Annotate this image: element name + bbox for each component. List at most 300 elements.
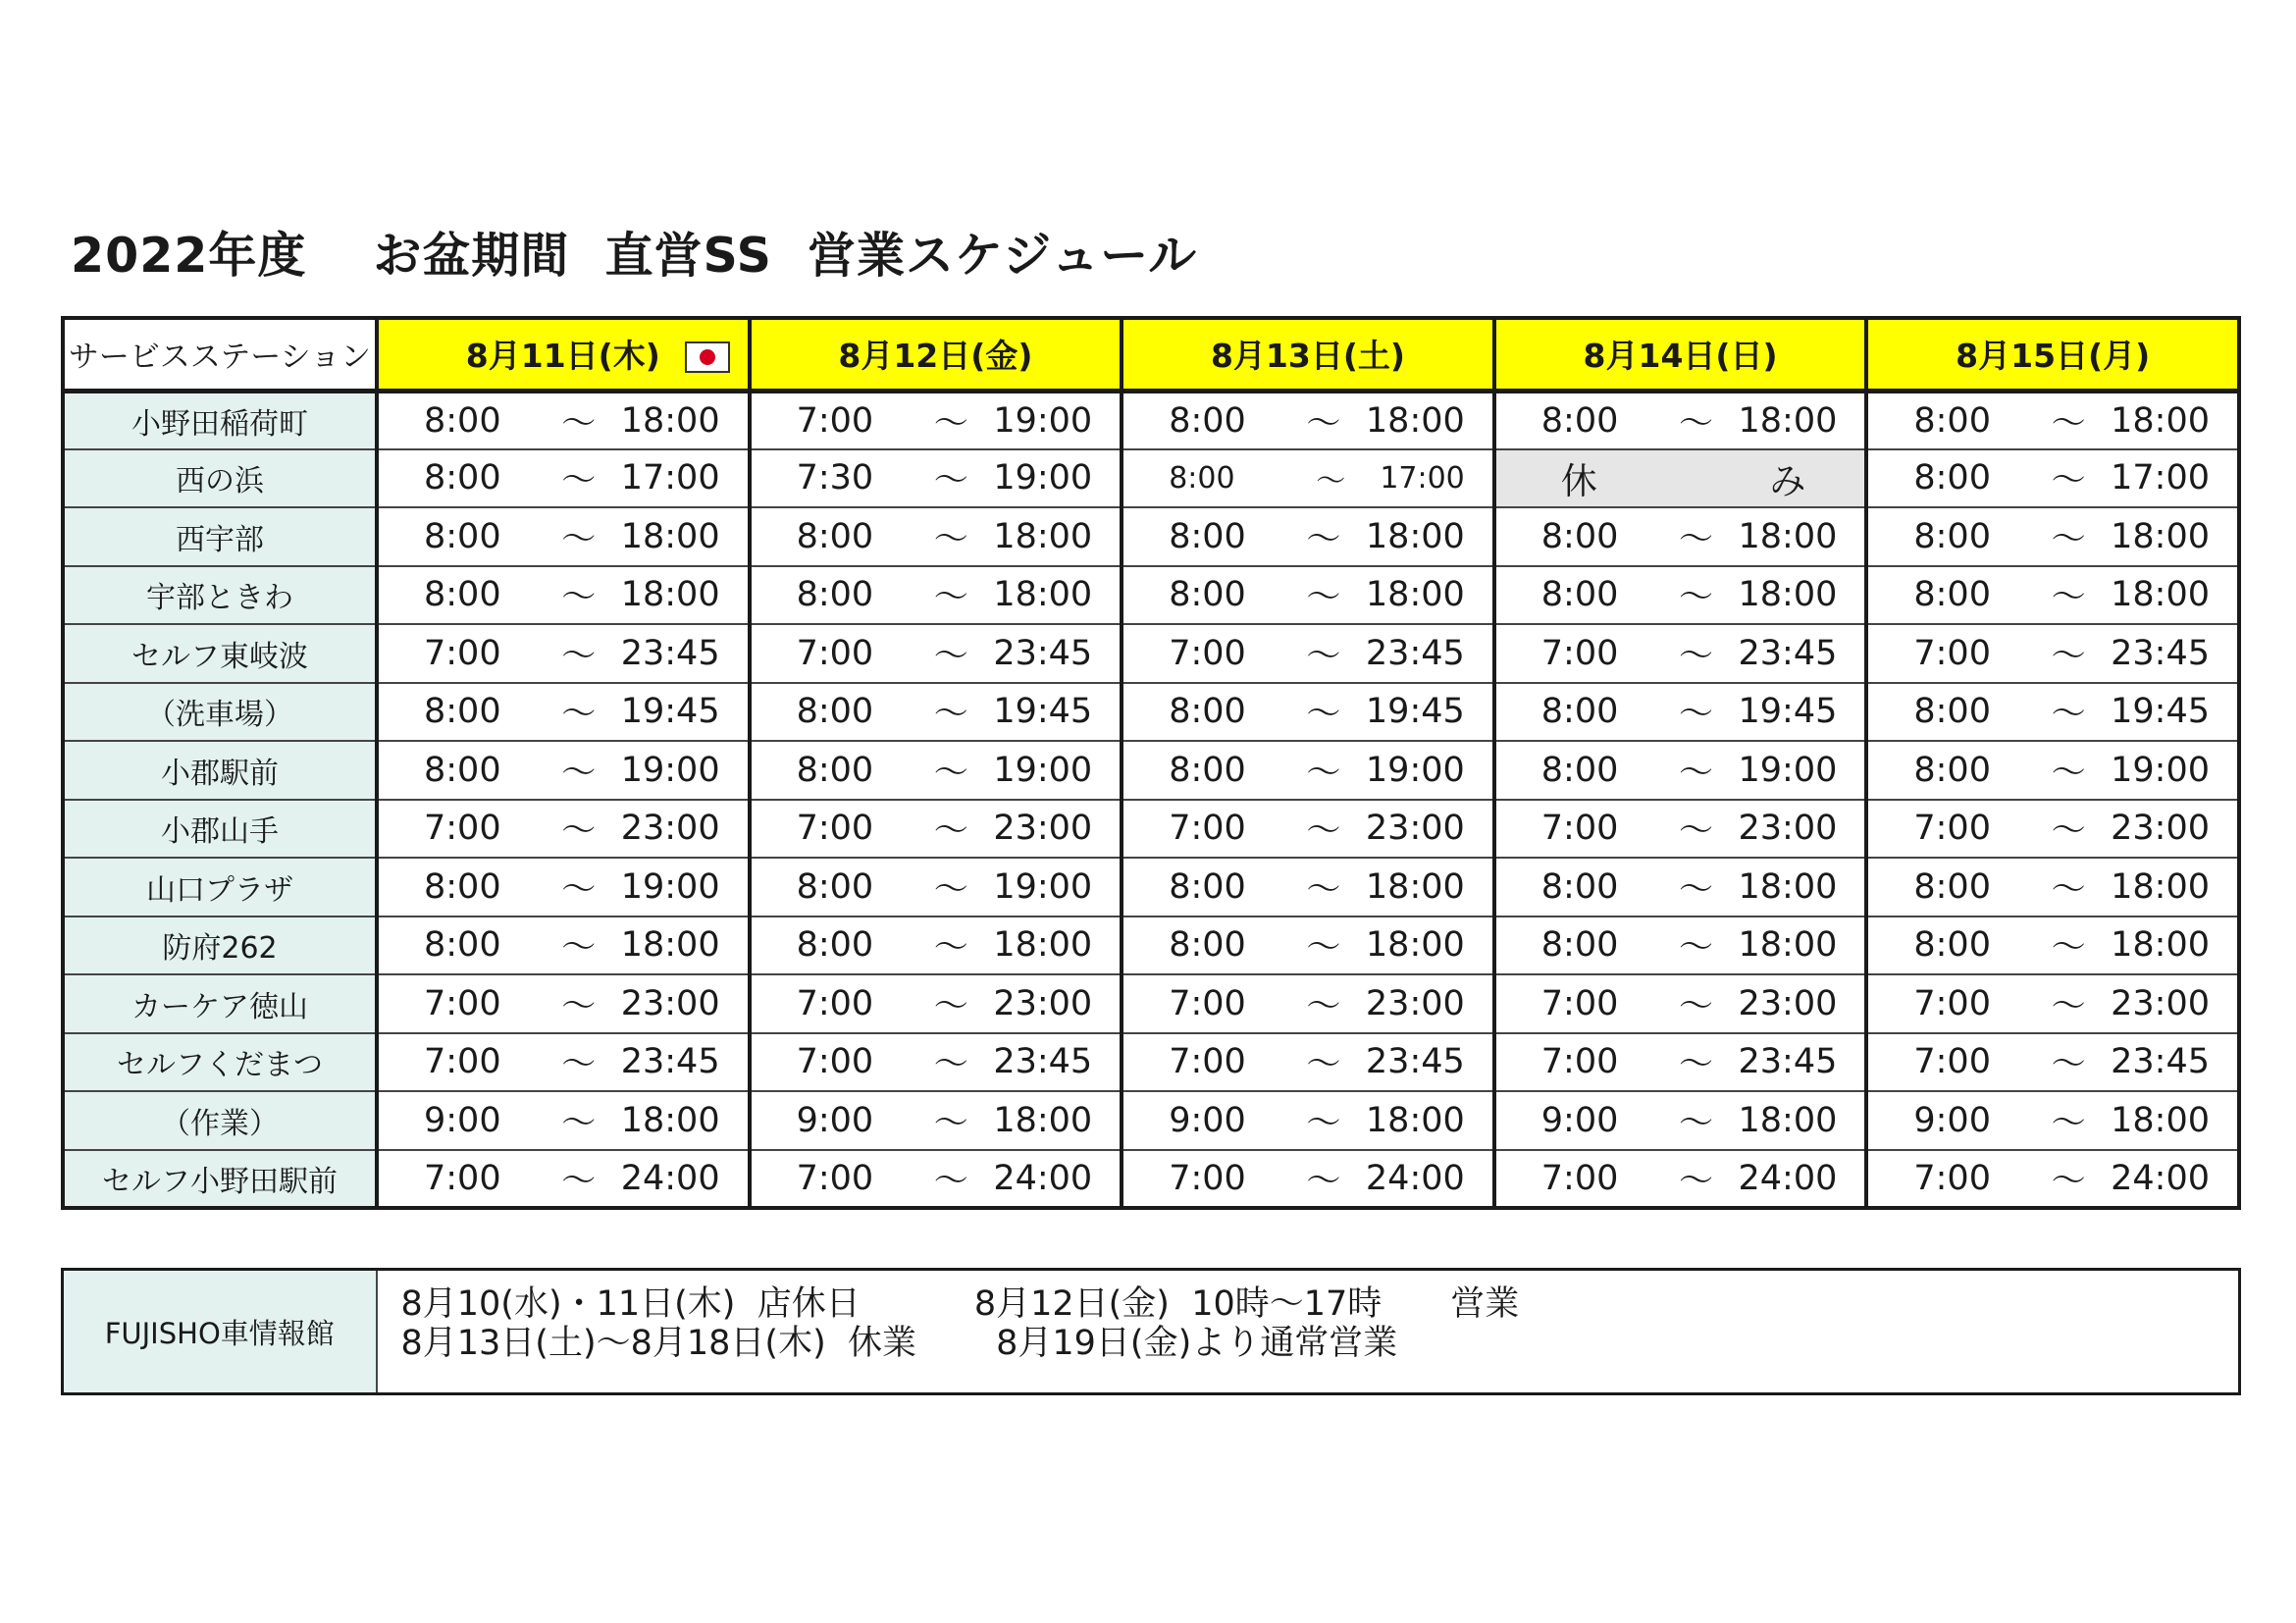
close-time: 18:00 <box>1738 575 1838 615</box>
open-time: 8:00 <box>1169 460 1235 496</box>
close-time: 24:00 <box>620 1158 720 1198</box>
open-time: 9:00 <box>424 1100 501 1140</box>
close-time: 18:00 <box>993 575 1093 615</box>
hours-range <box>379 567 748 624</box>
open-time: 7:00 <box>796 633 874 673</box>
range-separator: ～ <box>561 1161 597 1201</box>
open-time: 7:00 <box>796 809 874 849</box>
hours-cell <box>377 1150 750 1209</box>
hours-cell <box>1122 916 1494 975</box>
open-time: 9:00 <box>796 1100 874 1140</box>
hours-cell <box>750 624 1122 683</box>
open-time: 8:00 <box>796 866 874 907</box>
close-time: 23:45 <box>993 1042 1093 1082</box>
range-separator: ～ <box>1678 928 1713 969</box>
range-separator: ～ <box>561 928 597 969</box>
hours-range <box>1868 801 2237 858</box>
hours-range <box>1868 625 2237 682</box>
range-separator: ～ <box>2051 1103 2086 1143</box>
open-time: 8:00 <box>1913 458 1991 498</box>
station-column-header: サービスステーション <box>63 318 377 391</box>
close-time: 23:45 <box>993 633 1093 673</box>
range-separator: ～ <box>561 1045 597 1085</box>
close-time: 18:00 <box>620 925 720 966</box>
open-time: 7:00 <box>424 983 501 1023</box>
hours-cell <box>1866 1150 2239 1209</box>
open-time: 8:00 <box>796 692 874 732</box>
range-separator: ～ <box>561 695 597 735</box>
hours-range <box>1868 859 2237 916</box>
close-time: 19:00 <box>1738 750 1838 790</box>
hours-cell <box>750 1150 1122 1209</box>
close-time: 18:00 <box>1365 400 1465 441</box>
hours-range <box>752 508 1121 565</box>
close-time: 19:00 <box>993 866 1093 907</box>
hours-range <box>1496 917 1865 974</box>
open-time: 7:00 <box>796 400 874 441</box>
range-separator: ～ <box>2051 403 2086 444</box>
close-time: 18:00 <box>1365 516 1465 556</box>
hours-range <box>1123 1034 1492 1091</box>
table-row <box>63 683 2239 742</box>
hours-cell <box>1866 974 2239 1033</box>
station-name: セルフ小野田駅前 <box>63 1150 377 1209</box>
hours-range <box>1496 1092 1865 1149</box>
hours-range <box>752 801 1121 858</box>
close-time: 18:00 <box>1738 400 1838 441</box>
hours-range <box>1868 450 2237 507</box>
hours-range <box>1123 742 1492 799</box>
station-name: セルフくだまつ <box>63 1033 377 1092</box>
closed-char: み <box>1769 460 1806 503</box>
open-time: 7:00 <box>1540 1042 1619 1082</box>
hours-range <box>752 1034 1121 1091</box>
close-time: 23:00 <box>1365 983 1465 1023</box>
table-row <box>63 1091 2239 1150</box>
hours-cell <box>1122 1033 1494 1092</box>
hours-range <box>1123 393 1492 448</box>
hours-cell <box>750 1091 1122 1150</box>
open-time: 7:00 <box>1913 1158 1991 1198</box>
hours-cell <box>377 566 750 625</box>
open-time: 7:00 <box>1169 983 1246 1023</box>
hours-cell <box>1494 858 1867 916</box>
open-time: 7:00 <box>1169 809 1246 849</box>
station-name: 西宇部 <box>63 507 377 566</box>
range-separator: ～ <box>1306 695 1341 735</box>
close-time: 17:00 <box>2111 458 2210 498</box>
close-time: 17:00 <box>1380 460 1465 496</box>
table-row <box>63 916 2239 975</box>
hours-range <box>379 684 748 741</box>
hours-cell <box>1122 566 1494 625</box>
close-time: 24:00 <box>993 1158 1093 1198</box>
range-separator: ～ <box>933 403 968 444</box>
open-time: 8:00 <box>424 750 501 790</box>
station-name: （洗車場） <box>63 683 377 742</box>
open-time: 8:00 <box>424 400 501 441</box>
hours-range <box>1123 1092 1492 1149</box>
close-time: 18:00 <box>620 516 720 556</box>
hours-cell <box>1866 566 2239 625</box>
open-time: 8:00 <box>796 516 874 556</box>
info-notes <box>377 1270 2240 1394</box>
range-separator: ～ <box>933 1045 968 1085</box>
table-row <box>63 858 2239 916</box>
range-separator: ～ <box>1306 812 1341 852</box>
range-separator: ～ <box>1306 869 1341 910</box>
open-time: 7:00 <box>1169 1042 1246 1082</box>
hours-range <box>1123 450 1492 507</box>
close-time: 19:00 <box>993 750 1093 790</box>
open-time: 8:00 <box>1913 866 1991 907</box>
hours-range <box>1868 917 2237 974</box>
table-row <box>63 507 2239 566</box>
hours-range <box>379 508 748 565</box>
hours-cell <box>1866 1091 2239 1150</box>
close-time: 23:45 <box>2111 633 2210 673</box>
hours-range <box>752 567 1121 624</box>
open-time: 7:00 <box>1913 809 1991 849</box>
hours-cell <box>1122 741 1494 800</box>
open-time: 7:00 <box>1913 1042 1991 1082</box>
hours-range <box>1496 742 1865 799</box>
hours-range <box>752 625 1121 682</box>
close-time: 23:00 <box>1365 809 1465 849</box>
close-time: 23:00 <box>993 809 1093 849</box>
range-separator: ～ <box>933 636 968 676</box>
close-time: 23:00 <box>1738 809 1838 849</box>
open-time: 7:00 <box>424 633 501 673</box>
open-time: 7:00 <box>1540 809 1619 849</box>
hours-cell <box>1122 507 1494 566</box>
range-separator: ～ <box>1306 753 1341 793</box>
range-separator: ～ <box>561 986 597 1026</box>
day-header: 8月15日(月) <box>1866 318 2239 391</box>
hours-cell <box>377 391 750 449</box>
range-separator: ～ <box>1306 1045 1341 1085</box>
table-row <box>63 800 2239 859</box>
close-time: 19:00 <box>620 750 720 790</box>
hours-cell <box>1494 624 1867 683</box>
open-time: 8:00 <box>1169 750 1246 790</box>
hours-cell <box>1122 624 1494 683</box>
table-row <box>63 449 2239 508</box>
range-separator: ～ <box>1678 403 1713 444</box>
close-time: 23:45 <box>620 1042 720 1082</box>
hours-range <box>1496 859 1865 916</box>
hours-cell <box>377 800 750 859</box>
hours-range <box>1496 1034 1865 1091</box>
open-time: 8:00 <box>424 575 501 615</box>
hours-range <box>1123 1151 1492 1207</box>
hours-range <box>752 975 1121 1032</box>
open-time: 7:00 <box>1169 633 1246 673</box>
range-separator: ～ <box>2051 986 2086 1026</box>
hours-range <box>752 917 1121 974</box>
station-name: 西の浜 <box>63 449 377 508</box>
hours-cell <box>1122 683 1494 742</box>
open-time: 9:00 <box>1913 1100 1991 1140</box>
hours-range <box>379 975 748 1032</box>
closed-char: 休 <box>1560 460 1597 503</box>
hours-range <box>1123 567 1492 624</box>
open-time: 8:00 <box>1169 516 1246 556</box>
hours-cell <box>377 741 750 800</box>
range-separator: ～ <box>1678 695 1713 735</box>
page-title: 2022年度 お盆期間 直営SS 営業スケジュール <box>71 228 1198 284</box>
range-separator: ～ <box>933 869 968 910</box>
hours-cell <box>1122 800 1494 859</box>
close-time: 23:00 <box>620 983 720 1023</box>
range-separator: ～ <box>1678 986 1713 1026</box>
day-header: 8月14日(日) <box>1494 318 1867 391</box>
hours-cell <box>1866 1033 2239 1092</box>
open-time: 8:00 <box>1913 925 1991 966</box>
open-time: 8:00 <box>424 516 501 556</box>
open-time: 8:00 <box>1540 400 1619 441</box>
hours-range <box>1123 975 1492 1032</box>
hours-range <box>1868 393 2237 448</box>
hours-range <box>752 1092 1121 1149</box>
hours-cell <box>1122 858 1494 916</box>
range-separator: ～ <box>1316 464 1346 499</box>
range-separator: ～ <box>1678 1045 1713 1085</box>
range-separator: ～ <box>933 928 968 969</box>
range-separator: ～ <box>1678 869 1713 910</box>
open-time: 8:00 <box>1540 866 1619 907</box>
station-name: 小郡駅前 <box>63 741 377 800</box>
hours-range <box>1496 625 1865 682</box>
hours-range <box>1123 625 1492 682</box>
hours-range <box>1496 567 1865 624</box>
open-time: 8:00 <box>1540 516 1619 556</box>
close-time: 18:00 <box>2111 925 2210 966</box>
close-time: 19:45 <box>620 692 720 732</box>
range-separator: ～ <box>2051 695 2086 735</box>
station-name: 小郡山手 <box>63 800 377 859</box>
hours-cell <box>1494 1091 1867 1150</box>
hours-range <box>752 684 1121 741</box>
close-time: 19:45 <box>993 692 1093 732</box>
hours-cell <box>750 391 1122 449</box>
range-separator: ～ <box>2051 753 2086 793</box>
open-time: 8:00 <box>1913 692 1991 732</box>
open-time: 8:00 <box>424 866 501 907</box>
hours-range <box>379 917 748 974</box>
close-time: 18:00 <box>1738 516 1838 556</box>
hours-range <box>1123 917 1492 974</box>
open-time: 7:00 <box>1540 1158 1619 1198</box>
hours-range <box>379 742 748 799</box>
hours-cell <box>750 1033 1122 1092</box>
close-time: 24:00 <box>1738 1158 1838 1198</box>
hours-cell <box>377 624 750 683</box>
range-separator: ～ <box>2051 461 2086 501</box>
hours-range <box>1496 393 1865 448</box>
close-time: 18:00 <box>620 575 720 615</box>
range-separator: ～ <box>2051 1045 2086 1085</box>
table-row <box>63 391 2239 449</box>
station-name: 防府262 <box>63 916 377 975</box>
open-time: 7:00 <box>424 1158 501 1198</box>
open-time: 8:00 <box>424 692 501 732</box>
range-separator: ～ <box>1678 578 1713 618</box>
hours-range <box>752 450 1121 507</box>
hours-cell <box>1494 566 1867 625</box>
table-row <box>63 1033 2239 1092</box>
hours-cell <box>1122 1150 1494 1209</box>
range-separator: ～ <box>561 461 597 501</box>
range-separator: ～ <box>1306 636 1341 676</box>
open-time: 9:00 <box>1540 1100 1619 1140</box>
open-time: 8:00 <box>424 458 501 498</box>
range-separator: ～ <box>933 1103 968 1143</box>
hours-range <box>1868 1092 2237 1149</box>
hours-range <box>752 859 1121 916</box>
range-separator: ～ <box>933 986 968 1026</box>
open-time: 8:00 <box>424 925 501 966</box>
hours-range <box>379 859 748 916</box>
range-separator: ～ <box>2051 578 2086 618</box>
open-time: 8:00 <box>1913 750 1991 790</box>
hours-cell <box>750 741 1122 800</box>
hours-cell <box>1494 1033 1867 1092</box>
close-time: 18:00 <box>620 1100 720 1140</box>
day-header: 8月12日(金) <box>750 318 1122 391</box>
range-separator: ～ <box>561 519 597 559</box>
hours-range <box>1868 742 2237 799</box>
range-separator: ～ <box>2051 869 2086 910</box>
hours-cell <box>1122 391 1494 449</box>
close-time: 19:45 <box>1738 692 1838 732</box>
header-row <box>63 318 2239 391</box>
info-table <box>61 1268 2241 1395</box>
range-separator: ～ <box>2051 812 2086 852</box>
close-time: 19:00 <box>993 458 1093 498</box>
open-time: 7:00 <box>796 983 874 1023</box>
range-separator: ～ <box>933 1161 968 1201</box>
range-separator: ～ <box>561 578 597 618</box>
open-time: 7:00 <box>424 809 501 849</box>
hours-range <box>1868 508 2237 565</box>
hours-cell <box>1494 683 1867 742</box>
close-time: 18:00 <box>2111 400 2210 441</box>
hours-range <box>752 742 1121 799</box>
close-time: 23:45 <box>1365 633 1465 673</box>
hours-cell <box>1866 391 2239 449</box>
day-header-label: 8月11日(木) <box>465 337 660 376</box>
hours-cell <box>1866 683 2239 742</box>
range-separator: ～ <box>1306 1161 1341 1201</box>
closed-label <box>1496 451 1865 504</box>
range-separator: ～ <box>2051 636 2086 676</box>
close-time: 23:00 <box>993 983 1093 1023</box>
open-time: 8:00 <box>1540 575 1619 615</box>
range-separator: ～ <box>1306 519 1341 559</box>
close-time: 18:00 <box>1738 1100 1838 1140</box>
closed-cell <box>1494 449 1867 508</box>
hours-range <box>379 1151 748 1207</box>
close-time: 23:45 <box>1365 1042 1465 1082</box>
range-separator: ～ <box>561 812 597 852</box>
hours-cell <box>1494 800 1867 859</box>
hours-range <box>1868 975 2237 1032</box>
range-separator: ～ <box>1306 1103 1341 1143</box>
close-time: 23:00 <box>1738 983 1838 1023</box>
hours-range <box>1868 567 2237 624</box>
close-time: 18:00 <box>1365 925 1465 966</box>
hours-cell <box>1866 800 2239 859</box>
range-separator: ～ <box>1678 1103 1713 1143</box>
close-time: 19:00 <box>2111 750 2210 790</box>
hours-cell <box>1494 507 1867 566</box>
open-time: 9:00 <box>1169 1100 1246 1140</box>
hours-cell <box>377 1091 750 1150</box>
hours-cell <box>377 1033 750 1092</box>
open-time: 8:00 <box>1169 925 1246 966</box>
open-time: 8:00 <box>1169 400 1246 441</box>
hours-cell <box>750 916 1122 975</box>
hours-cell <box>377 449 750 508</box>
hours-range <box>379 1034 748 1091</box>
open-time: 8:00 <box>1540 925 1619 966</box>
hours-range <box>1496 1151 1865 1207</box>
info-station-name: FUJISHO車情報館 <box>63 1270 377 1394</box>
hours-cell <box>1122 1091 1494 1150</box>
range-separator: ～ <box>933 753 968 793</box>
close-time: 18:00 <box>2111 575 2210 615</box>
hours-cell <box>377 974 750 1033</box>
close-time: 18:00 <box>2111 516 2210 556</box>
range-separator: ～ <box>933 695 968 735</box>
open-time: 7:00 <box>796 1158 874 1198</box>
station-name: （作業） <box>63 1091 377 1150</box>
info-row <box>63 1270 2240 1394</box>
hours-cell <box>1866 858 2239 916</box>
hours-range <box>1868 684 2237 741</box>
hours-range <box>379 393 748 448</box>
hours-cell <box>1866 507 2239 566</box>
hours-range <box>752 1151 1121 1207</box>
close-time: 19:45 <box>2111 692 2210 732</box>
hours-range <box>1123 801 1492 858</box>
close-time: 19:00 <box>993 400 1093 441</box>
range-separator: ～ <box>561 753 597 793</box>
table-row <box>63 1150 2239 1209</box>
hours-cell <box>750 449 1122 508</box>
day-header <box>377 318 750 391</box>
open-time: 7:00 <box>1540 633 1619 673</box>
schedule-table <box>61 316 2241 1210</box>
close-time: 23:45 <box>620 633 720 673</box>
range-separator: ～ <box>1306 928 1341 969</box>
open-time: 8:00 <box>1540 750 1619 790</box>
hours-range <box>379 1092 748 1149</box>
table-row <box>63 566 2239 625</box>
close-time: 23:45 <box>1738 1042 1838 1082</box>
hours-cell <box>1494 741 1867 800</box>
close-time: 23:45 <box>1738 633 1838 673</box>
range-separator: ～ <box>1678 1161 1713 1201</box>
open-time: 7:00 <box>424 1042 501 1082</box>
range-separator: ～ <box>1678 636 1713 676</box>
range-separator: ～ <box>1678 753 1713 793</box>
hours-cell <box>377 683 750 742</box>
table-row <box>63 974 2239 1033</box>
hours-cell <box>1866 624 2239 683</box>
hours-cell <box>1866 449 2239 508</box>
